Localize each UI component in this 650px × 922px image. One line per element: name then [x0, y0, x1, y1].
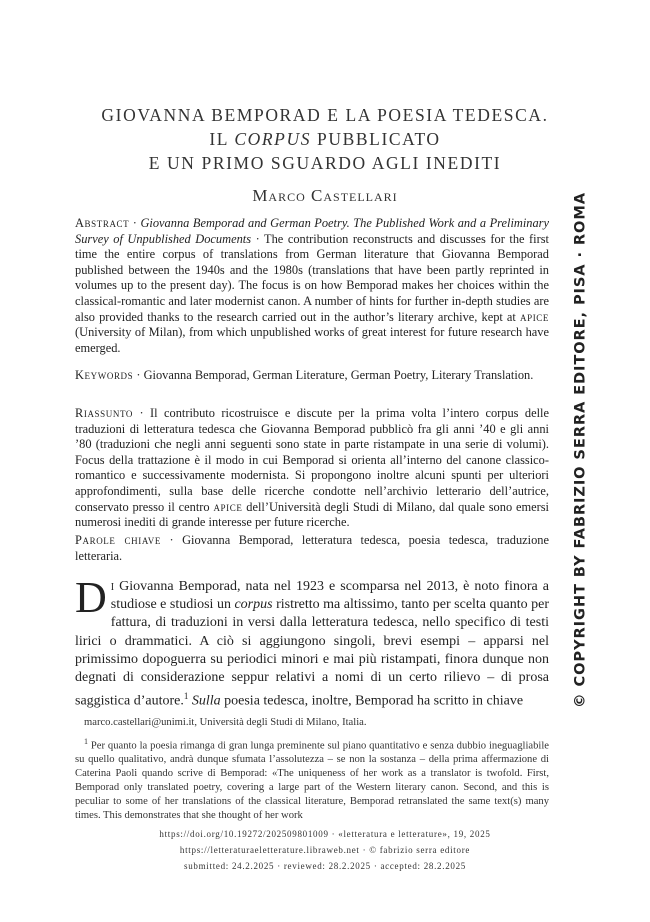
- author-footnote: marco.castellari@unimi.it, Università degli Studi di Milano, Italia.: [84, 717, 367, 728]
- keywords-label: Keywords: [75, 368, 134, 382]
- riassunto: Riassunto · Il contributo ricostruisce e discute per la prima volta l’intero corpus delle traduzioni di letteratura tedesca che Giovanna Bemporad pubblicò fra gli anni ’40 e gli anni ’80 (traduzioni che negli anni seguenti sono state in parte ristampate in una serie di volumi). Focus della trattazione è il modo in cui Bemporad si orienta all’interno del canone classico-romantico e successivamente modernista. Si propongono inoltre alcuni spunti per ulteriori approfondimenti, sulla base delle ricerche condotte nell’archivio letterario dell’autrice, conservato presso il centro apice dell’Università degli Studi di Milano, dal quale sono emersi numerosi inediti di grande interesse per future ricerche.: [75, 406, 549, 530]
- title-corpus-italic: CORPUS: [234, 129, 312, 149]
- body-corpus-italic: corpus: [234, 597, 273, 613]
- author-name: [40, 186, 610, 206]
- riassunto-apice: apice: [213, 499, 243, 514]
- copyright-text: © COPYRIGHT BY FABRIZIO SERRA EDITORE, PISA · ROMA: [571, 192, 589, 708]
- riassunto-text-a: Il contributo ricostruisce e discute per la prima volta l’intero corpus delle traduzioni di letteratura tedesca che Giovanna Bemporad pubblicò fra gli anni ’40 e gli anni ’80 (traduzioni che negli anni seguenti sono state in parte ristampate in una serie di volumi). Focus della trattazione è il modo in cui Bemporad si orienta all’interno del canone classico-romantico e successivamente modernista. Si propongono inoltre alcuni spunti per ulteriori approfondimenti, sulla base delle ricerche condotte nell’archivio letterario dell’autrice, conservato presso il centro: [75, 406, 549, 514]
- body-part-3: poesia tedesca, inoltre, Bemporad ha scritto in chiave: [220, 693, 524, 709]
- footer-dates-line: submitted: 24.2.2025 · reviewed: 28.2.2025 · accepted: 28.2.2025: [184, 861, 466, 871]
- footer-website-line: [40, 845, 610, 855]
- parole-chiave-label: Parole chiave: [75, 533, 161, 547]
- author-name-text: Marco Castellari: [252, 186, 398, 205]
- riassunto-label: Riassunto: [75, 406, 134, 420]
- body-sulla-italic: Sulla: [191, 693, 221, 709]
- title-line-2: [40, 127, 610, 151]
- copyright-vertical: [567, 192, 593, 708]
- body-text: [75, 573, 550, 711]
- footnote-ref-1[interactable]: 1: [183, 691, 189, 702]
- keywords: Keywords · Giovanna Bemporad, German Literature, German Poetry, Literary Translation.: [75, 368, 534, 382]
- body-part-1: Giovanna Bemporad, nata nel 1923 e scomparsa nel 2013, è noto finora a studiose e studiosi un: [110, 579, 549, 613]
- footer-doi-line: [40, 829, 610, 839]
- title-line-2-post: PUBBLICATO: [311, 129, 441, 149]
- abstract-apice: apice: [519, 309, 549, 324]
- keywords-text: Giovanna Bemporad, German Literature, German Poetry, Literary Translation.: [143, 368, 534, 382]
- title-line-2-pre: IL: [209, 129, 235, 149]
- parole-chiave-text: Giovanna Bemporad, letteratura tedesca, poesia tedesca, traduzione letteraria.: [75, 533, 550, 563]
- title-line-1: GIOVANNA BEMPORAD E LA POESIA TEDESCA.: [101, 105, 549, 125]
- footer-website-text[interactable]: https://letteraturaeletterature.libraweb.net · © fabrizio serra editore: [179, 845, 471, 855]
- footnote-1-text: Per quanto la poesia rimanga di gran lunga preminente sul piano quantitativo e senza dubbio ineguagliabile su quello qualitativo, andrà dunque sfumata l’assolutezza – se non la sostanza – della prima affermazione di Caterina Paoli quando scrive di Bemporad: «The uniqueness of her work as a translator is twofold. First, Bemporad only translated poetry, covering a large part of the Western literary canon. Second, and this is peculiar to some of her translations of the classical literature, Bemporad retranslated the same text(s) many times. This demonstrates that she thought of her work: [75, 740, 549, 821]
- article-title: [40, 103, 610, 175]
- first-word-rest: i: [110, 579, 115, 594]
- drop-cap: D: [75, 573, 107, 622]
- abstract-text-b: (University of Milan), from which unpublished works of great interest for future research have emerged.: [75, 325, 549, 355]
- title-line-3: E UN PRIMO SGUARDO AGLI INEDITI: [148, 153, 502, 173]
- footer-doi-text[interactable]: https://doi.org/10.19272/202509801009 · «letteratura e letterature», 19, 2025: [159, 829, 491, 839]
- abstract-english-title: Giovanna Bemporad and German Poetry. The Published Work and a Preliminary Survey of Unpublished Documents: [75, 216, 549, 246]
- footnote-1-mark: 1: [84, 737, 88, 746]
- riassunto-text-b: dell’Università degli Studi di Milano, dal quale sono emersi numerosi inediti di grande interesse per future ricerche.: [75, 499, 549, 530]
- parole-chiave: Parole chiave · Giovanna Bemporad, letteratura tedesca, poesia tedesca, traduzione letteraria.: [75, 533, 550, 563]
- body-part-2: ristretto ma altissimo, tanto per scelta quanto per fattura, di traduzioni in versi dalla letteratura tedesca, nello specifico di testi lirici o drammatici. A ciò si aggiungono singoli, brevi esempi – apparsi nel primissimo dopoguerra su periodici minori e mai più ristampati, finora dunque non degnati di considerazione seppur relativi a nomi di un certo rilievo – di prosa saggistica d’autore.: [75, 597, 550, 709]
- footnote-1: [75, 735, 549, 822]
- abstract-label: Abstract: [75, 216, 130, 230]
- abstract-text-a: The contribution reconstructs and discusses for the first time the entire corpus of translations from German literature that Giovanna Bemporad published between the 1940s and the 1980s (translations that have been partly reprinted in volumes up to the present day). The focus is on how Bemporad makes her choices within the classical-romantic and later modernist canon. A number of hints for further in-depth studies are also provided thanks to the research carried out in the author’s literary archive, kept at: [75, 231, 550, 324]
- abstract: Abstract · Giovanna Bemporad and German Poetry. The Published Work and a Preliminary Survey of Unpublished Documents · The contribution reconstructs and discusses for the first time the entire corpus of translations from German literature that Giovanna Bemporad published between the 1940s and the 1980s (translations that have been partly reprinted in volumes up to the present day). The focus is on how Bemporad makes her choices within the classical-romantic and later modernist canon. A number of hints for further in-depth studies are also provided thanks to the research carried out in the author’s literary archive, kept at apice (University of Milan), from which unpublished works of great interest for future research have emerged.: [75, 216, 550, 355]
